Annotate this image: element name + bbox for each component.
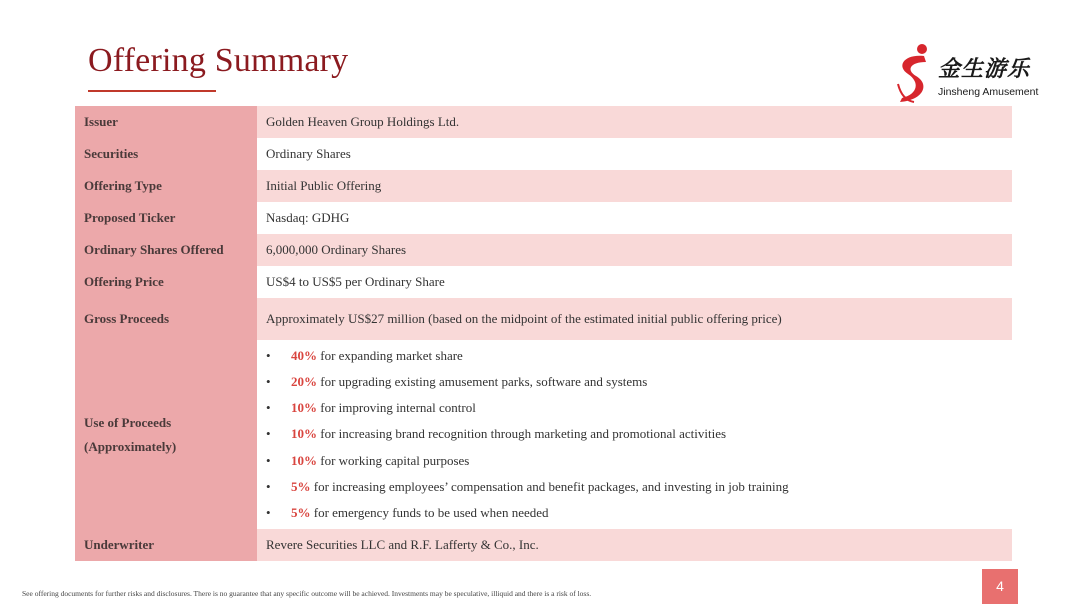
table-row [75, 529, 1012, 561]
list-item [266, 500, 1003, 526]
row-value: Ordinary Shares [257, 138, 1012, 170]
item-text: for emergency funds to be used when needed [313, 504, 549, 520]
row-label: Proposed Ticker [75, 202, 257, 234]
item-text: for improving internal control [320, 400, 476, 416]
table-row [75, 202, 1012, 234]
row-value: Approximately US$27 million (based on the midpoint of the estimated initial public offering price) [257, 298, 1012, 340]
list-item [266, 474, 1003, 500]
row-value: 6,000,000 Ordinary Shares [257, 234, 1012, 266]
table-row [75, 170, 1012, 202]
item-text: for working capital purposes [320, 452, 470, 468]
percent-value: 10% [291, 452, 317, 468]
use-of-proceeds-list [266, 343, 1003, 526]
row-value: Golden Heaven Group Holdings Ltd. [257, 106, 1012, 138]
percent-value: 40% [291, 347, 317, 363]
row-label: Gross Proceeds [75, 298, 257, 340]
list-item [266, 395, 1003, 421]
item-text: for upgrading existing amusement parks, software and systems [320, 374, 648, 390]
row-value: Initial Public Offering [257, 170, 1012, 202]
label-line: Use of Proceeds [84, 414, 172, 430]
title-underline [88, 90, 216, 92]
table-row [75, 138, 1012, 170]
logo-chinese-name: 金生游乐 [938, 57, 1031, 82]
jinsheng-logo-icon [894, 42, 938, 106]
company-logo [894, 42, 1054, 106]
table-row [75, 234, 1012, 266]
percent-value: 20% [291, 374, 317, 390]
row-label: Underwriter [75, 529, 257, 561]
table-row [75, 298, 1012, 340]
list-item [266, 343, 1003, 369]
percent-value: 5% [291, 504, 311, 520]
row-label: Issuer [75, 106, 257, 138]
table-row [75, 266, 1012, 298]
offering-summary-table [75, 106, 1012, 561]
row-value: Nasdaq: GDHG [257, 202, 1012, 234]
row-label: Ordinary Shares Offered [75, 234, 257, 266]
item-text: for increasing employees’ compensation and benefit packages, and investing in job training [313, 478, 789, 494]
logo-english-name: Jinsheng Amusement [938, 86, 1039, 98]
list-item [266, 421, 1003, 447]
percent-value: 10% [291, 426, 317, 442]
percent-value: 5% [291, 478, 311, 494]
table-row [75, 106, 1012, 138]
use-of-proceeds-label [75, 340, 257, 529]
row-value: US$4 to US$5 per Ordinary Share [257, 266, 1012, 298]
use-of-proceeds-row [75, 340, 1012, 529]
label-line: (Approximately) [84, 438, 177, 454]
list-item [266, 369, 1003, 395]
row-value: Revere Securities LLC and R.F. Lafferty & Co., Inc. [257, 529, 1012, 561]
page-number-badge: 4 [982, 569, 1018, 604]
row-label: Offering Type [75, 170, 257, 202]
percent-value: 10% [291, 400, 317, 416]
page-title: Offering Summary [88, 42, 349, 79]
use-of-proceeds-list-cell [257, 340, 1012, 529]
list-item [266, 448, 1003, 474]
item-text: for expanding market share [320, 347, 463, 363]
item-text: for increasing brand recognition through marketing and promotional activities [320, 426, 727, 442]
disclaimer-footer: See offering documents for further risks and disclosures. There is no guarantee that any specific outcome will be achieved. Investments may be speculative, illiquid and there is a risk of loss. [22, 589, 592, 598]
row-label: Offering Price [75, 266, 257, 298]
row-label: Securities [75, 138, 257, 170]
